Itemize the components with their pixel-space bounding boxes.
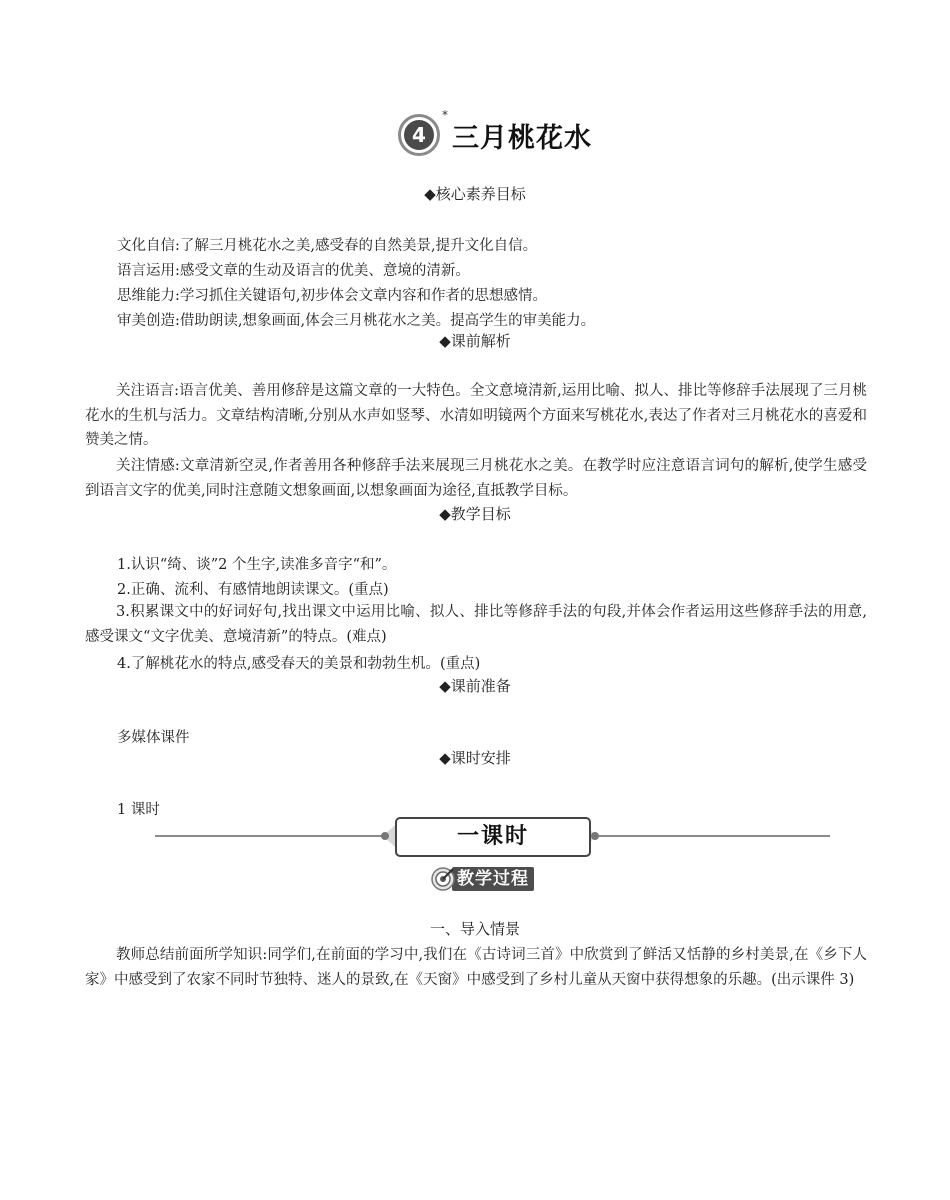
preparation-content: 多媒体课件 (117, 730, 190, 746)
core-goal-item: 思维能力:学习抓住关键语句,初步体会文章内容和作者的思想感情。 (117, 288, 547, 304)
target-icon (430, 866, 456, 892)
pre-analysis-heading: ◆课前解析 (439, 332, 511, 350)
divider-right (597, 835, 830, 837)
pre-analysis-paragraph: 关注情感:文章清新空灵,作者善用各种修辞手法来展现三月桃花水之美。在教学时应注意语言词句的解析,使学生感受到语言文字的优美,同时注意随文想象画面,以想象画面为途径,直抵教学目标。 (85, 458, 867, 499)
pre-analysis-paragraph: 关注语言:语言优美、善用修辞是这篇文章的一大特色。全文意境清新,运用比喻、拟人、排比等修辞手法展现了三月桃花水的生机与活力。文章结构清晰,分别从水声如竖琴、水清如明镜两个方面来写桃花水,表达了作者对三月桃花水的喜爱和赞美之情。 (85, 383, 867, 448)
teaching-goals-heading: ◆教学目标 (439, 505, 511, 523)
lesson-banner-label: 一课时 (395, 817, 591, 857)
teaching-process-badge (430, 866, 534, 892)
teaching-goal-item: 4.了解桃花水的特点,感受春天的美景和勃勃生机。(重点) (117, 656, 481, 672)
star-mark: * (442, 108, 448, 122)
lesson-number: 4 (404, 120, 434, 150)
lesson-title-block (0, 108, 950, 156)
schedule-content: 1 课时 (117, 802, 160, 818)
schedule-heading: ◆课时安排 (439, 749, 511, 767)
core-goal-item: 审美创造:借助朗读,想象画面,体会三月桃花水之美。提高学生的审美能力。 (117, 313, 596, 329)
core-goal-item: 文化自信:了解三月桃花水之美,感受春的自然美景,提升文化自信。 (117, 238, 538, 254)
teaching-goal-item: 2.正确、流利、有感情地朗读课文。(重点) (117, 582, 389, 598)
lesson-banner (155, 817, 830, 857)
intro-step-paragraph: 教师总结前面所学知识:同学们,在前面的学习中,我们在《古诗词三首》中欣赏到了鲜活又恬静的乡村美景,在《乡下人家》中感受到了农家不同时节独特、迷人的景致,在《天窗》中感受到了乡村儿童从天窗中获得想象的乐趣。(出示课件 3) (85, 947, 867, 988)
teaching-process-label: 教学过程 (452, 867, 534, 891)
core-goals-heading: ◆核心素养目标 (424, 185, 526, 203)
teaching-goal-item: 3.积累课文中的好词好句,找出课文中运用比喻、拟人、排比等修辞手法的句段,并体会作者运用这些修辞手法的用意,感受课文“文字优美、意境清新”的特点。(难点) (85, 604, 867, 645)
divider-left (155, 835, 383, 837)
intro-step-heading: 一、导入情景 (429, 920, 520, 938)
divider-dot-left (381, 832, 389, 840)
page-title: 三月桃花水 (452, 122, 592, 154)
core-goal-item: 语言运用:感受文章的生动及语言的优美、意境的清新。 (117, 263, 470, 279)
preparation-heading: ◆课前准备 (439, 677, 511, 695)
teaching-goal-item: 1.认识“绮、谈”2 个生字,读准多音字“和”。 (117, 557, 397, 573)
divider-dot-right (591, 832, 599, 840)
lesson-number-badge (398, 108, 448, 156)
